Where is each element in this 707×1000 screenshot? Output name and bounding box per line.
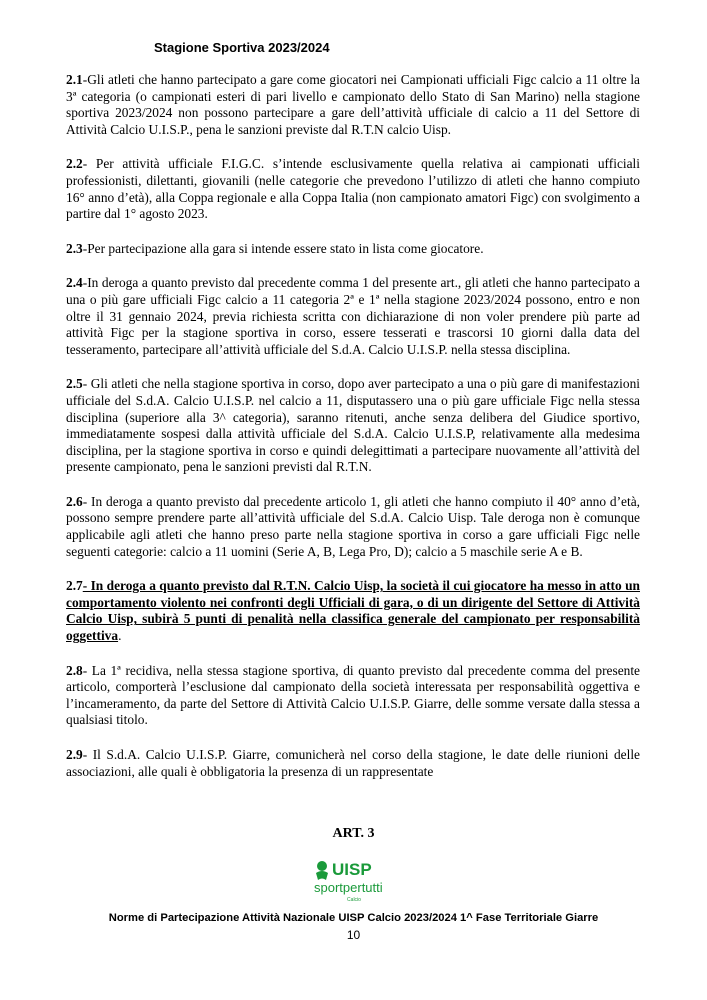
logo-tagline: sportpertutti [314, 880, 383, 895]
paragraph-text: - Il S.d.A. Calcio U.I.S.P. Giarre, comunicherà nel corso della stagione, le date delle riunioni delle associazioni, alle quali è obbligatoria la presenza di un rappresentate [66, 747, 640, 779]
paragraph-2-6 [66, 494, 640, 560]
paragraph-2-5 [66, 376, 640, 476]
page-header: Stagione Sportiva 2023/2024 [154, 40, 330, 55]
paragraph-number: 2.4 [66, 275, 83, 291]
article-heading: ART. 3 [332, 826, 375, 841]
uisp-logo [312, 858, 396, 904]
paragraph-number: 2.5 [66, 376, 83, 392]
logo-sub: Calcio [347, 897, 361, 903]
paragraph-number: 2.2 [66, 156, 83, 172]
paragraph-2-3 [66, 241, 640, 258]
paragraph-text: - In deroga a quanto previsto dal precedente articolo 1, gli atleti che hanno compiuto il 40° anno d’età, possono sempre prendere parte all’attività ufficiale del S.d.A. Calcio Uisp. Tale deroga non è comunque applicabile agli atleti che hanno preso parte nella stagione sportiva in corso a gare ufficiali Figc nelle seguenti categorie: calcio a 11 uomini (Serie A, B, Lega Pro, D); calcio a 5 maschile serie A e B. [66, 493, 640, 559]
paragraph-number: 2.6 [66, 493, 83, 509]
paragraph-text-underlined: - In deroga a quanto previsto dal R.T.N. Calcio Uisp, la società il cui giocatore ha messo in atto un comportamento violento nei confronti degli Ufficiali di gara, o di un dirigente del Settore di Attività Calcio Uisp, subirà 5 punti di penalità nella classifica generale del campionato per responsabilità oggettiva [66, 578, 640, 644]
paragraph-2-2 [66, 156, 640, 222]
paragraph-2-1 [66, 72, 640, 138]
logo-brand: UISP [332, 860, 372, 879]
paragraph-2-4 [66, 275, 640, 358]
paragraph-text: -In deroga a quanto previsto dal precedente comma 1 del presente art., gli atleti che hanno partecipato a una o più gare ufficiali Figc calcio a 11 categoria 2ª e 1ª nella stagione 2023/2024 possono, entro e non oltre il 31 gennaio 2024, previa richiesta scritta con dichiarazione di non voler prendere più parte ad attività Figc per la stagione sportiva in corso, essere tesserati e trascorsi 10 giorni dalla data del tesseramento, partecipare all’attività ufficiale del S.d.A. Calcio U.I.S.P. nella stessa disciplina. [66, 275, 640, 357]
paragraph-text: -Gli atleti che hanno partecipato a gare come giocatori nei Campionati ufficiali Figc calcio a 11 oltre la 3ª categoria (o campionati esteri di pari livello e campionato dello Stato di San Marino) nella stagione sportiva 2023/2024 non possono partecipare a gare dell’attività ufficiale di calcio a 11 del Settore di Attività Calcio U.I.S.P., pena le sanzioni previste dal R.T.N calcio Uisp. [66, 72, 640, 137]
paragraph-number: 2.9 [66, 747, 83, 762]
paragraph-text: -Per partecipazione alla gara si intende essere stato in lista come giocatore. [82, 240, 484, 256]
paragraph-2-7 [66, 578, 640, 644]
page-footer: Norme di Partecipazione Attività Nazionale UISP Calcio 2023/2024 1^ Fase Territoriale Giarre [108, 912, 599, 924]
paragraph-text: - Gli atleti che nella stagione sportiva in corso, dopo aver partecipato a una o più gare di manifestazioni ufficiale del S.d.A. Calcio U.I.S.P. nel calcio a 11, disputassero una o più gare ufficiale Figc nella stessa disciplina (superiore alla 3^ categoria), saranno ritenuti, anche senza delibera del Giudice sportivo, immediatamente sospesi dalla attività ufficiale del S.d.A. Calcio U.I.S.P, relativamente alla medesima disciplina, per la stagione sportiva in corso e quindi delegittimati a partecipare nuovamente all’attività del presente campionato, pena le sanzioni previsti dal R.T.N. [66, 376, 640, 475]
paragraph-tail: . [118, 628, 122, 644]
paragraph-2-9 [66, 747, 640, 780]
paragraph-number: 2.3 [66, 240, 83, 256]
paragraph-number: 2.7 [66, 578, 83, 594]
paragraph-text: - La 1ª recidiva, nella stessa stagione sportiva, di quanto previsto dal precedente comma del presente articolo, comporterà l’esclusione dal campionato della società interessata per responsabilità oggettiva e l’incameramento, da parte del Settore di Attività Calcio U.I.S.P. Giarre, delle somme versate dalla stessa a qualsiasi titolo. [66, 662, 640, 728]
page-number: 10 [346, 928, 361, 942]
paragraph-2-8 [66, 663, 640, 729]
document-body [66, 72, 640, 798]
paragraph-text: - Per attività ufficiale F.I.G.C. s’intende esclusivamente quella relativa ai campionati ufficiali professionisti, dilettanti, giovanili (nelle categorie che prevedono l’utilizzo di atleti che hanno compiuto 16° anno d’età), alla Coppa regionale e alla Coppa Italia (non campionato amatori Figc) con svolgimento a partire dal 1° agosto 2023. [66, 156, 640, 222]
paragraph-number: 2.8 [66, 662, 83, 678]
paragraph-number: 2.1 [66, 72, 83, 87]
